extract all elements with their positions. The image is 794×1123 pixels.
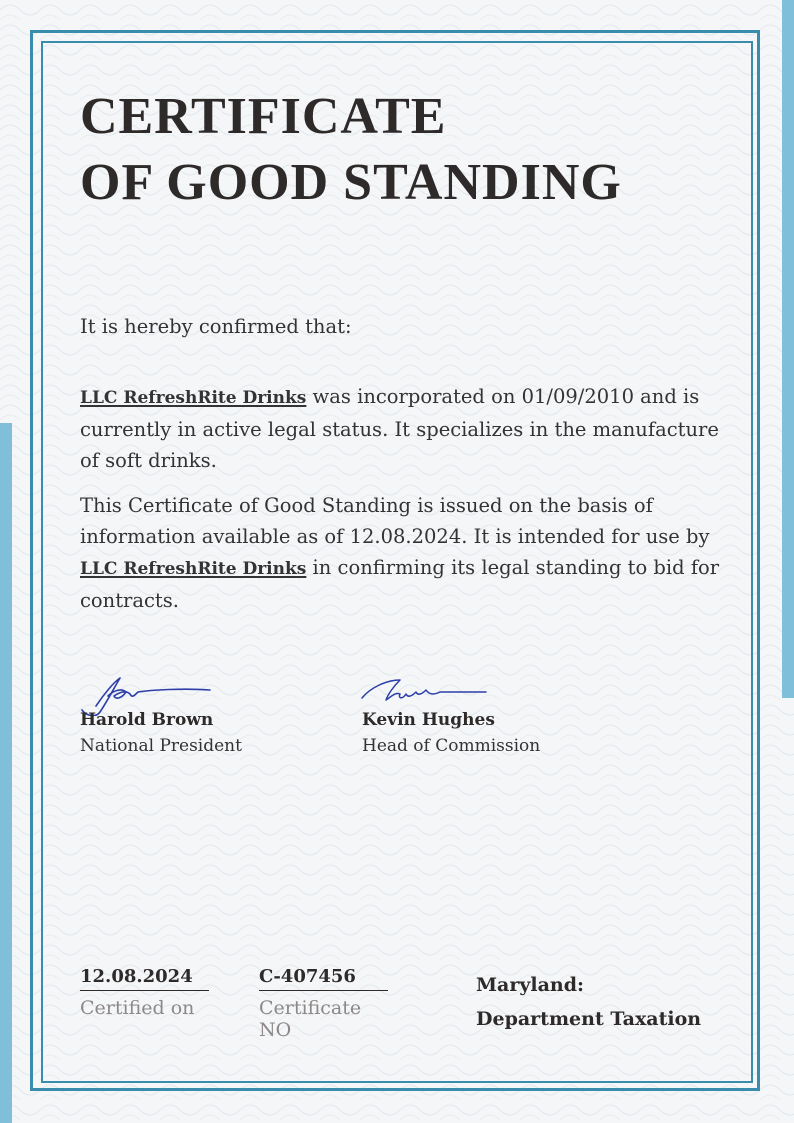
issuing-authority: [476, 968, 701, 1036]
left-accent-bar: [0, 423, 12, 1123]
purpose-text-after: in confirming its legal standing to bid for contracts.: [80, 556, 720, 612]
signatory-role: National President: [80, 736, 242, 756]
incorporation-paragraph: [80, 381, 720, 476]
authority-state: Maryland:: [476, 974, 585, 996]
certified-on-field: [80, 966, 209, 1019]
purpose-text-before: This Certificate of Good Standing is issued on the basis of information available as of 12.08.2024. It is intended for use by: [80, 494, 710, 548]
certificate-number-field: [259, 966, 388, 1041]
company-name: LLC RefreshRite Drinks: [80, 388, 307, 408]
certificate-number-label: Certificate NO: [259, 997, 362, 1041]
signatory-name: Harold Brown: [80, 710, 214, 730]
title-line-1: CERTIFICATE: [80, 88, 447, 145]
signatory-name: Kevin Hughes: [362, 710, 495, 730]
certified-on-value: 12.08.2024: [80, 966, 209, 991]
title-line-2: OF GOOD STANDING: [80, 154, 622, 211]
authority-department: Department Taxation: [476, 1008, 702, 1030]
certified-on-label: Certified on: [80, 997, 195, 1019]
certificate-title: [80, 84, 622, 216]
right-accent-bar: [782, 0, 794, 698]
signatory-role: Head of Commission: [362, 736, 541, 756]
incorporation-text: was incorporated on 01/09/2010 and is currently in active legal status. It specializes in the manufacture of soft drinks.: [80, 385, 719, 472]
certificate-number-value: C-407456: [259, 966, 388, 991]
intro-text: It is hereby confirmed that:: [80, 315, 352, 338]
company-name: LLC RefreshRite Drinks: [80, 559, 307, 579]
purpose-paragraph: [80, 490, 720, 616]
